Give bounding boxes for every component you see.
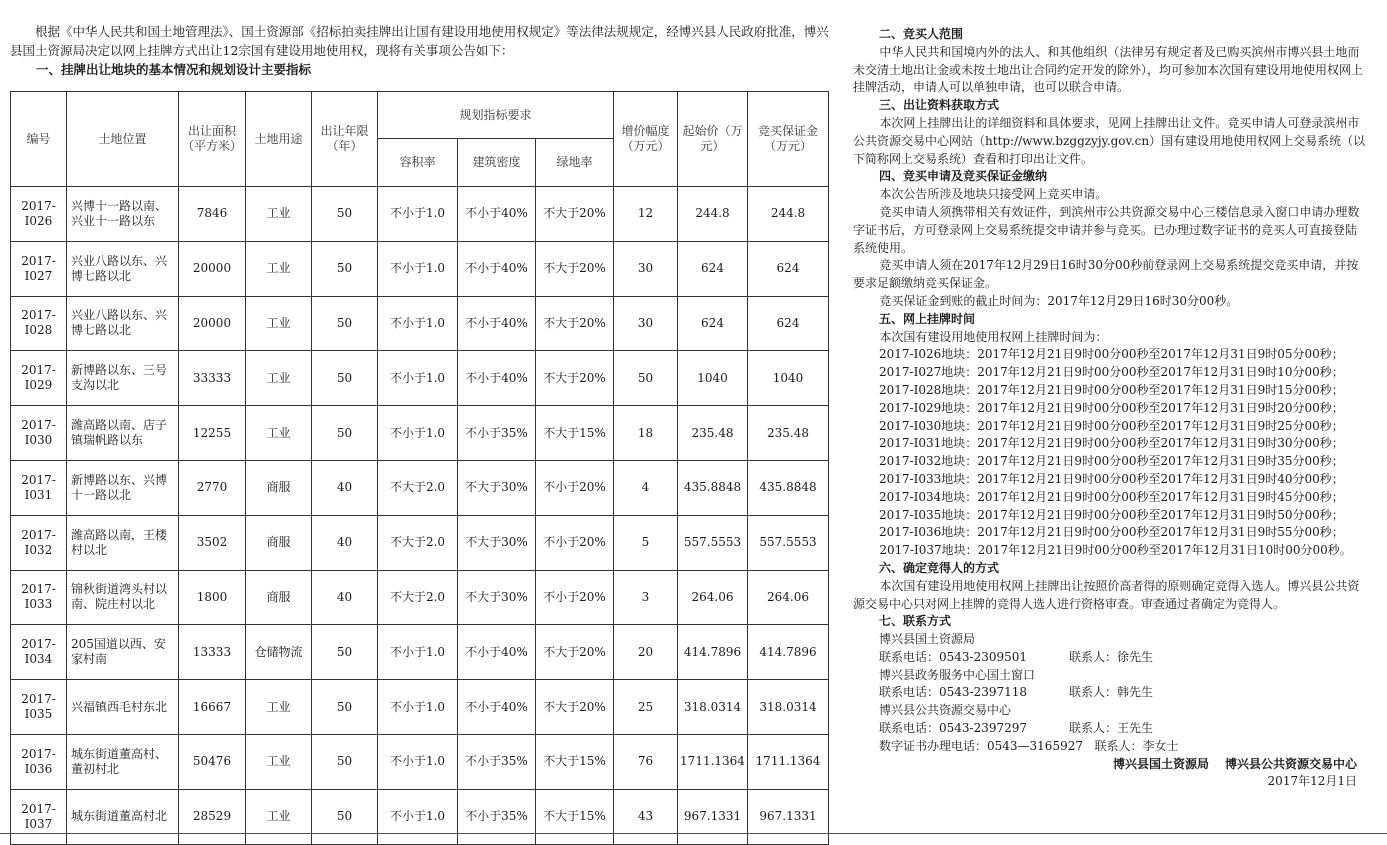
- cell-density: 不小于40%: [458, 351, 536, 406]
- cell-years: 50: [312, 187, 378, 242]
- header-green: 绿地率: [536, 139, 614, 187]
- contact-org: 博兴县公共资源交易中心: [879, 703, 1012, 718]
- cell-green: 不大于20%: [536, 187, 614, 242]
- table-row: [11, 570, 829, 625]
- cell-deposit: 318.0314: [748, 680, 829, 735]
- cell-plot-ratio: 不小于1.0: [378, 351, 458, 406]
- cell-density: 不小于40%: [458, 187, 536, 242]
- contact-phone: 联系电话：0543-2397118: [879, 685, 1028, 700]
- cell-years: 50: [312, 625, 378, 680]
- cell-use: 商服: [246, 460, 312, 515]
- section-5-title: 五、网上挂牌时间: [879, 311, 976, 326]
- schedule-item: 2017-I031地块：2017年12月21日9时00分00秒至2017年12月31日9时30分00秒；: [879, 436, 1344, 451]
- section-4-paragraph-3: 竞买申请人须在2017年12月29日16时30分00秒前登录网上交易系统提交竞买申请，并按要求足额缴纳竞买保证金。: [853, 258, 1359, 291]
- cell-increment: 30: [614, 296, 678, 351]
- table-row: [11, 515, 829, 570]
- cert-person: 联系人：李女士: [1094, 738, 1179, 753]
- cell-increment: 76: [614, 734, 678, 789]
- section-4-paragraph-4: 竞买保证金到账的截止时间为：2017年12月29日16时30分00秒。: [879, 293, 1239, 308]
- cell-code: 2017-I030: [11, 406, 67, 461]
- cell-start-price: 318.0314: [678, 680, 748, 735]
- cell-increment: 5: [614, 515, 678, 570]
- cell-location: 潍高路以南、店子镇瑞帆路以东: [67, 406, 179, 461]
- cell-plot-ratio: 不小于1.0: [378, 789, 458, 844]
- cell-location: 兴福镇西毛村东北: [67, 680, 179, 735]
- cell-code: 2017-I029: [11, 351, 67, 406]
- right-column: [853, 26, 1367, 791]
- cell-location: 兴业八路以东、兴博七路以北: [67, 241, 179, 296]
- cell-years: 50: [312, 734, 378, 789]
- header-deposit: 竞买保证金（万元）: [748, 92, 829, 187]
- notice-date: 2017年12月1日: [1267, 774, 1357, 789]
- cell-increment: 20: [614, 625, 678, 680]
- section-3-title: 三、出让资料获取方式: [879, 98, 1000, 113]
- cell-density: 不小于35%: [458, 406, 536, 461]
- cell-years: 50: [312, 406, 378, 461]
- cell-years: 50: [312, 296, 378, 351]
- section-7-title: 七、联系方式: [879, 614, 952, 629]
- table-row: [11, 680, 829, 735]
- cell-location: 锦秋街道湾头村以南、院庄村以北: [67, 570, 179, 625]
- schedule-item: 2017-I032地块：2017年12月21日9时00分00秒至2017年12月31日9时35分00秒；: [879, 454, 1344, 469]
- table-row: [11, 460, 829, 515]
- header-code: 编号: [11, 92, 67, 187]
- bottom-rule: [0, 833, 1387, 834]
- cell-deposit: 264.06: [748, 570, 829, 625]
- cell-code: 2017-I034: [11, 625, 67, 680]
- cell-plot-ratio: 不大于2.0: [378, 460, 458, 515]
- cell-plot-ratio: 不小于1.0: [378, 734, 458, 789]
- table-row: [11, 625, 829, 680]
- table-row: [11, 241, 829, 296]
- cell-increment: 43: [614, 789, 678, 844]
- cell-years: 50: [312, 351, 378, 406]
- header-location: 土地位置: [67, 92, 179, 187]
- cell-use: 商服: [246, 570, 312, 625]
- cell-density: 不小于35%: [458, 734, 536, 789]
- signature-center: 博兴县公共资源交易中心: [1224, 756, 1357, 771]
- cell-plot-ratio: 不大于2.0: [378, 570, 458, 625]
- schedule-item: 2017-I029地块：2017年12月21日9时00分00秒至2017年12月31日9时20分00秒；: [879, 400, 1344, 415]
- section-5-intro: 本次国有建设用地使用权网上挂牌时间为：: [879, 329, 1108, 344]
- schedule-item: 2017-I027地块：2017年12月21日9时00分00秒至2017年12月31日9时10分00秒；: [879, 365, 1344, 380]
- cell-green: 不大于20%: [536, 625, 614, 680]
- section-6-title: 六、确定竞得人的方式: [879, 560, 1000, 575]
- contacts-list: [853, 631, 1367, 738]
- cell-density: 不小于40%: [458, 296, 536, 351]
- section-1-title: 一、挂牌出让地块的基本情况和规划设计主要指标: [36, 62, 312, 77]
- section-6-text: 本次国有建设用地使用权网上挂牌出让按照价高者得的原则确定竞得入选人。博兴县公共资源交易中心只对网上挂牌的竞得人选人进行资格审查。审查通过者确定为竞得人。: [853, 578, 1360, 611]
- cell-density: 不大于30%: [458, 515, 536, 570]
- cell-code: 2017-I035: [11, 680, 67, 735]
- cell-deposit: 414.7896: [748, 625, 829, 680]
- cell-location: 城东街道董高村北: [67, 789, 179, 844]
- cell-start-price: 624: [678, 296, 748, 351]
- header-density: 建筑密度: [458, 139, 536, 187]
- cell-deposit: 435.8848: [748, 460, 829, 515]
- cell-increment: 4: [614, 460, 678, 515]
- schedule-item: 2017-I035地块：2017年12月21日9时00分00秒至2017年12月31日9时50分00秒；: [879, 507, 1344, 522]
- cell-location: 潍高路以南，王楼村以北: [67, 515, 179, 570]
- cell-plot-ratio: 不大于2.0: [378, 515, 458, 570]
- cell-density: 不小于40%: [458, 241, 536, 296]
- section-4-title: 四、竞买申请及竞买保证金缴纳: [879, 169, 1048, 184]
- land-table: [10, 91, 829, 845]
- schedule-item: 2017-I036地块：2017年12月21日9时00分00秒至2017年12月31日9时55分00秒；: [879, 525, 1344, 540]
- cell-years: 50: [312, 241, 378, 296]
- cell-area: 20000: [179, 296, 246, 351]
- section-4-paragraph-2: 竞买申请人须携带相关有效证件，到滨州市公共资源交易中心三楼信息录入窗口申请办理数字证书后，方可登录网上交易系统提交申请并参与竞买。已办理过数字证书的竞买人可直接登陆系统使用。: [853, 204, 1360, 255]
- cell-plot-ratio: 不小于1.0: [378, 241, 458, 296]
- contact-line: [853, 649, 1367, 667]
- cell-density: 不小于40%: [458, 625, 536, 680]
- cell-start-price: 235.48: [678, 406, 748, 461]
- cell-deposit: 244.8: [748, 187, 829, 242]
- cell-use: 工业: [246, 187, 312, 242]
- contact-phone: 联系电话：0543-2397297: [879, 721, 1028, 736]
- contact-org: 博兴县政务服务中心国土窗口: [879, 667, 1036, 682]
- cell-code: 2017-I037: [11, 789, 67, 844]
- cell-plot-ratio: 不小于1.0: [378, 296, 458, 351]
- cell-green: 不大于20%: [536, 680, 614, 735]
- cell-start-price: 967.1331: [678, 789, 748, 844]
- cell-start-price: 244.8: [678, 187, 748, 242]
- schedule-item: 2017-I033地块：2017年12月21日9时00分00秒至2017年12月31日9时40分00秒；: [879, 471, 1344, 486]
- cell-area: 28529: [179, 789, 246, 844]
- cell-area: 50476: [179, 734, 246, 789]
- cell-deposit: 624: [748, 296, 829, 351]
- signature: [853, 756, 1367, 774]
- cert-contact: [853, 738, 1367, 756]
- contact-org: 博兴县国土资源局: [879, 632, 976, 647]
- cell-start-price: 435.8848: [678, 460, 748, 515]
- cell-green: 不小于20%: [536, 515, 614, 570]
- header-plot-ratio: 容积率: [378, 139, 458, 187]
- section-2-title: 二、竞买人范围: [879, 27, 964, 41]
- contact-line: [853, 684, 1367, 702]
- cell-deposit: 1711.1364: [748, 734, 829, 789]
- cell-start-price: 624: [678, 241, 748, 296]
- cell-green: 不大于20%: [536, 351, 614, 406]
- cell-location: 205国道以西、安家村南: [67, 625, 179, 680]
- cell-area: 1800: [179, 570, 246, 625]
- cell-use: 工业: [246, 680, 312, 735]
- contact-phone: 联系电话：0543-2309501: [879, 649, 1028, 664]
- cell-location: 新博路以东、兴博十一路以北: [67, 460, 179, 515]
- schedule-list: [853, 346, 1367, 542]
- cell-plot-ratio: 不小于1.0: [378, 625, 458, 680]
- contact-person: 联系人：徐先生: [1069, 649, 1154, 664]
- cell-years: 40: [312, 460, 378, 515]
- cell-location: 新博路以东、三号支沟以北: [67, 351, 179, 406]
- schedule-last: 2017-I037地块：2017年12月21日9时00分00秒至2017年12月31日10时00分00秒。: [879, 543, 1352, 558]
- table-row: [11, 187, 829, 242]
- cell-area: 20000: [179, 241, 246, 296]
- cell-area: 12255: [179, 406, 246, 461]
- cell-density: 不大于30%: [458, 460, 536, 515]
- cell-area: 3502: [179, 515, 246, 570]
- table-row: [11, 296, 829, 351]
- schedule-item: 2017-I034地块：2017年12月21日9时00分00秒至2017年12月31日9时45分00秒；: [879, 489, 1344, 504]
- cell-green: 不小于20%: [536, 460, 614, 515]
- header-increment: 增价幅度（万元）: [614, 92, 678, 187]
- cell-use: 工业: [246, 789, 312, 844]
- cell-increment: 30: [614, 241, 678, 296]
- cell-code: 2017-I033: [11, 570, 67, 625]
- cell-use: 仓储物流: [246, 625, 312, 680]
- cell-area: 2770: [179, 460, 246, 515]
- cell-location: 城东街道董高村、董初村北: [67, 734, 179, 789]
- cell-code: 2017-I032: [11, 515, 67, 570]
- header-years: 出让年限（年）: [312, 92, 378, 187]
- contact-person: 联系人：王先生: [1069, 721, 1154, 736]
- cell-use: 工业: [246, 296, 312, 351]
- header-use: 土地用途: [246, 92, 312, 187]
- cell-start-price: 557.5553: [678, 515, 748, 570]
- cell-use: 商服: [246, 515, 312, 570]
- table-row: [11, 406, 829, 461]
- cell-increment: 18: [614, 406, 678, 461]
- section-3-text: 本次网上挂牌出让的详细资料和具体要求，见网上挂牌出让文件。竞买申请人可登录滨州市公共资源交易中心网站（http://www.bzggzyjy.gov.cn）国有建设用地使用权网上交易系统（以下简称网上交易系统）查看和打印出让文件。: [853, 115, 1366, 166]
- schedule-item: 2017-I030地块：2017年12月21日9时00分00秒至2017年12月31日9时25分00秒；: [879, 418, 1344, 433]
- section-2-text: 中华人民共和国境内外的法人、和其他组织（法律另有规定者及已购买滨州市博兴县土地而未交清土地出让金或未按土地出让合同约定开发的除外），均可参加本次国有建设用地使用权网上挂牌活动，申请人可以单独申请，也可以联合申请。: [853, 44, 1364, 95]
- cell-green: 不大于15%: [536, 406, 614, 461]
- cell-location: 兴博十一路以南、兴业十一路以东: [67, 187, 179, 242]
- table-row: [11, 789, 829, 844]
- cell-use: 工业: [246, 734, 312, 789]
- cell-location: 兴业八路以东、兴博七路以北: [67, 296, 179, 351]
- header-planning: 规划指标要求: [378, 92, 614, 139]
- cell-plot-ratio: 不小于1.0: [378, 406, 458, 461]
- table-row: [11, 734, 829, 789]
- cert-phone: 数字证书办理电话：0543—3165927: [879, 738, 1083, 753]
- cell-start-price: 264.06: [678, 570, 748, 625]
- signature-bureau: 博兴县国土资源局: [1112, 756, 1209, 771]
- cell-green: 不大于15%: [536, 734, 614, 789]
- cell-increment: 3: [614, 570, 678, 625]
- contact-person: 联系人：韩先生: [1069, 685, 1154, 700]
- cell-density: 不小于40%: [458, 680, 536, 735]
- cell-deposit: 235.48: [748, 406, 829, 461]
- schedule-item: 2017-I028地块：2017年12月21日9时00分00秒至2017年12月31日9时15分00秒；: [879, 382, 1344, 397]
- cell-deposit: 557.5553: [748, 515, 829, 570]
- cell-code: 2017-I026: [11, 187, 67, 242]
- cell-deposit: 1040: [748, 351, 829, 406]
- cell-use: 工业: [246, 351, 312, 406]
- cell-code: 2017-I036: [11, 734, 67, 789]
- cell-green: 不小于20%: [536, 570, 614, 625]
- contact-line: [853, 720, 1367, 738]
- cell-deposit: 967.1331: [748, 789, 829, 844]
- cell-area: 33333: [179, 351, 246, 406]
- cell-density: 不大于30%: [458, 570, 536, 625]
- left-column: [10, 22, 830, 79]
- cell-deposit: 624: [748, 241, 829, 296]
- cell-increment: 12: [614, 187, 678, 242]
- cell-start-price: 1711.1364: [678, 734, 748, 789]
- header-start-price: 起始价（万元）: [678, 92, 748, 187]
- cell-green: 不大于20%: [536, 241, 614, 296]
- cell-use: 工业: [246, 241, 312, 296]
- cell-code: 2017-I028: [11, 296, 67, 351]
- table-row: [11, 351, 829, 406]
- cell-use: 工业: [246, 406, 312, 461]
- cell-plot-ratio: 不小于1.0: [378, 680, 458, 735]
- cell-years: 50: [312, 680, 378, 735]
- cell-increment: 25: [614, 680, 678, 735]
- cell-area: 16667: [179, 680, 246, 735]
- cell-years: 50: [312, 789, 378, 844]
- cell-green: 不大于15%: [536, 789, 614, 844]
- cell-area: 7846: [179, 187, 246, 242]
- intro-paragraph: 根据《中华人民共和国土地管理法》、国土资源部《招标拍卖挂牌出让国有建设用地使用权规定》等法律法规规定，经博兴县人民政府批准，博兴县国土资源局决定以网上挂牌方式出让12宗国有建设用地使用权，现将有关事项公告如下：: [10, 24, 829, 58]
- land-table-body: [11, 187, 829, 845]
- cell-code: 2017-I031: [11, 460, 67, 515]
- cell-plot-ratio: 不小于1.0: [378, 187, 458, 242]
- cell-years: 40: [312, 570, 378, 625]
- cell-green: 不大于20%: [536, 296, 614, 351]
- cell-start-price: 414.7896: [678, 625, 748, 680]
- cell-years: 40: [312, 515, 378, 570]
- cell-area: 13333: [179, 625, 246, 680]
- cell-code: 2017-I027: [11, 241, 67, 296]
- section-4-paragraph-1: 本次公告所涉及地块只接受网上竞买申请。: [879, 187, 1108, 202]
- cell-increment: 50: [614, 351, 678, 406]
- cell-start-price: 1040: [678, 351, 748, 406]
- cell-density: 不小于35%: [458, 789, 536, 844]
- header-area: 出让面积（平方米）: [179, 92, 246, 187]
- schedule-item: 2017-I026地块：2017年12月21日9时00分00秒至2017年12月31日9时05分00秒；: [879, 347, 1344, 362]
